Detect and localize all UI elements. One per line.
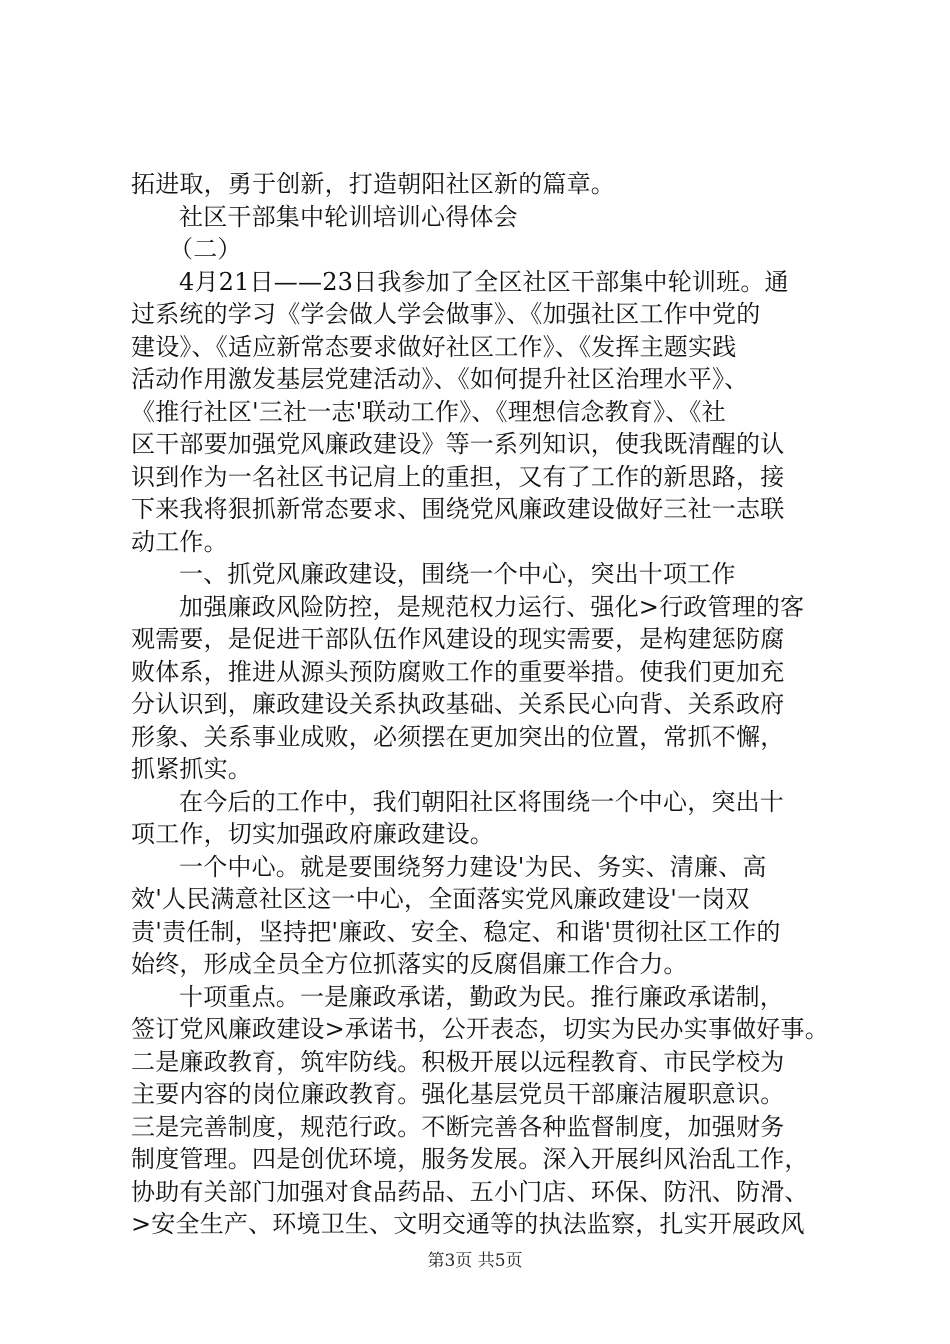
text-line: 《推行社区'三社一志'联动工作》、《理想信念教育》、《社 [131, 397, 726, 426]
text-line: 效'人民满意社区这一中心，全面落实党风廉政建设'一岗双 [131, 885, 750, 913]
text-line: 二是廉政教育，筑牢防线。积极开展以远程教育、市民学校为 [131, 1047, 785, 1076]
text-line: 十项重点。一是廉政承诺，勤政为民。推行廉政承诺制， [179, 982, 784, 1011]
text-line: 协助有关部门加强对食品药品、五小门店、环保、防汛、防滑、 [131, 1177, 809, 1206]
text-line: 三是完善制度，规范行政。不断完善各种监督制度，加强财务 [131, 1112, 785, 1141]
text-line: 败体系，推进从源头预防腐败工作的重要举措。使我们更加充 [131, 657, 785, 686]
text-line: 4月21日——23日我参加了全区社区干部集中轮训班。通 [179, 267, 789, 296]
text-line: 区干部要加强党风廉政建设》等一系列知识，使我既清醒的认 [131, 430, 785, 458]
text-line: 下来我将狠抓新常态要求、围绕党风廉政建设做好三社一志联 [131, 495, 785, 523]
text-line: 过系统的学习《学会做人学会做事》、《加强社区工作中党的 [131, 300, 761, 328]
text-line: 动工作。 [131, 527, 228, 556]
text-line: 一个中心。就是要围绕努力建设'为民、务实、清廉、高 [179, 852, 767, 881]
document-body [131, 168, 831, 1241]
text-line: 在今后的工作中，我们朝阳社区将围绕一个中心，突出十 [179, 787, 784, 816]
text-line: 识到作为一名社区书记肩上的重担，又有了工作的新思路，接 [131, 462, 785, 491]
text-line: 分认识到，廉政建设关系执政基础、关系民心向背、关系政府 [131, 690, 785, 718]
text-line: >安全生产、环境卫生、文明交通等的执法监察，扎实开展政风 [131, 1210, 805, 1238]
text-line: 制度管理。四是创优环境，服务发展。深入开展纠风治乱工作， [131, 1145, 809, 1173]
text-line: 主要内容的岗位廉政教育。强化基层党员干部廉洁履职意识。 [131, 1080, 785, 1108]
text-line: （二） [169, 235, 242, 263]
text-line: 社区干部集中轮训培训心得体会 [179, 202, 518, 231]
text-line: 责'责任制，坚持把'廉政、安全、稳定、和谐'贯彻社区工作的 [131, 917, 781, 946]
text-line: 一、抓党风廉政建设，围绕一个中心，突出十项工作 [179, 560, 736, 588]
text-line: 抓紧抓实。 [131, 755, 252, 783]
text-line: 观需要，是促进干部队伍作风建设的现实需要，是构建惩防腐 [131, 625, 785, 653]
text-line: 拓进取，勇于创新，打造朝阳社区新的篇章。 [131, 170, 615, 198]
text-line: 活动作用激发基层党建活动》、《如何提升社区治理水平》、 [131, 365, 749, 393]
text-line: 形象、关系事业成败，必须摆在更加突出的位置，常抓不懈， [131, 722, 785, 751]
page-footer: 第3页 共5页 [427, 1251, 523, 1271]
text-line: 始终，形成全员全方位抓落实的反腐倡廉工作合力。 [131, 950, 688, 978]
text-line: 签订党风廉政建设>承诺书，公开表态，切实为民办实事做好事。 [131, 1015, 829, 1043]
text-line: 加强廉政风险防控，是规范权力运行、强化>行政管理的客 [179, 592, 805, 621]
text-line: 项工作，切实加强政府廉政建设。 [131, 820, 494, 848]
text-line: 建设》、《适应新常态要求做好社区工作》、《发挥主题实践 [131, 332, 737, 361]
